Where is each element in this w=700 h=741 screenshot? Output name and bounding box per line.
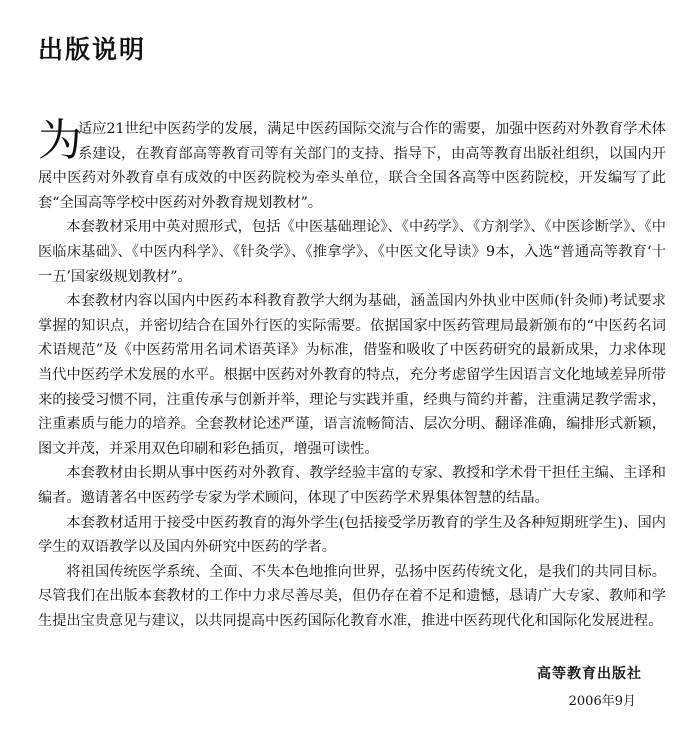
paragraph-4: 本套教材由长期从事中医药对外教育、教学经验丰富的专家、教授和学术骨干担任主编、主译和编者。邀请著名中医药学专家为学术顾问，体现了中医药学术界集体智慧的结晶。 bbox=[38, 465, 666, 506]
publisher-signature: 高等教育出版社 bbox=[537, 666, 642, 682]
paragraph-1-text: 适应21世纪中医药学的发展，满足中医药国际交流与合作的需要，加强中医药对外教育学术体系建设，在教育部高等教育司等有关部门的支持、指导下，由高等教育出版社组织，以国内开展中医药对外教育卓有成效的中医药院校为牵头单位，联合全国各高等中医药院校，开发编写了此套“全国高等学校中医药对外教育规划教材”。 bbox=[38, 121, 666, 211]
publication-date: 2006年9月 bbox=[568, 694, 636, 709]
body-text bbox=[38, 117, 666, 633]
page-title: 出版说明 bbox=[38, 35, 147, 64]
paragraph-2: 本套教材采用中英对照形式，包括《中医基础理论》、《中药学》、《方剂学》、《中医诊断学》、《中医临床基础》、《中医内科学》、《针灸学》、《推拿学》、《中医文化导读》9本，入选“普通高等教育‘十一五’国家级规划教材”。 bbox=[38, 219, 666, 285]
paragraph-5: 本套教材适用于接受中医药教育的海外学生(包括接受学历教育的学生及各种短期班学生)、国内学生的双语教学以及国内外研究中医药的学者。 bbox=[38, 514, 666, 556]
paragraph-3: 本套教材内容以国内中医药本科教育教学大纲为基础，涵盖国内外执业中医师(针灸师)考试要求掌握的知识点，并密切结合在国外行医的实际需要。依据国家中医药管理局最新颁布的“中医药名词术语规范”及《中医药常用名词术语英译》为标准，借鉴和吸收了中医药研究的最新成果，力求体现当代中医药学术发展的水平。根据中医药对外教育的特点，充分考虑留学生因语言文化地域差异所带来的接受习惯不同，注重传承与创新并举，理论与实践并重，经典与简约并蓄，注重满足教学需求，注重素质与能力的培养。全套教材论述严谨，语言流畅简洁、层次分明、翻译准确，编排形式新颖，图文并茂，并采用双色印刷和彩色插页，增强可读性。 bbox=[38, 293, 666, 457]
drop-cap: 为 bbox=[38, 115, 82, 166]
paragraph-1 bbox=[38, 117, 666, 215]
paragraph-6: 将祖国传统医学系统、全面、不失本色地推向世界，弘扬中医药传统文化，是我们的共同目标。尽管我们在出版本套教材的工作中力求尽善尽美，但仍存在着不足和遗憾，恳请广大专家、教师和学生提出宝贵意见与建议，以共同提高中医药国际化教育水准，推进中医药现代化和国际化发展进程。 bbox=[38, 563, 666, 629]
